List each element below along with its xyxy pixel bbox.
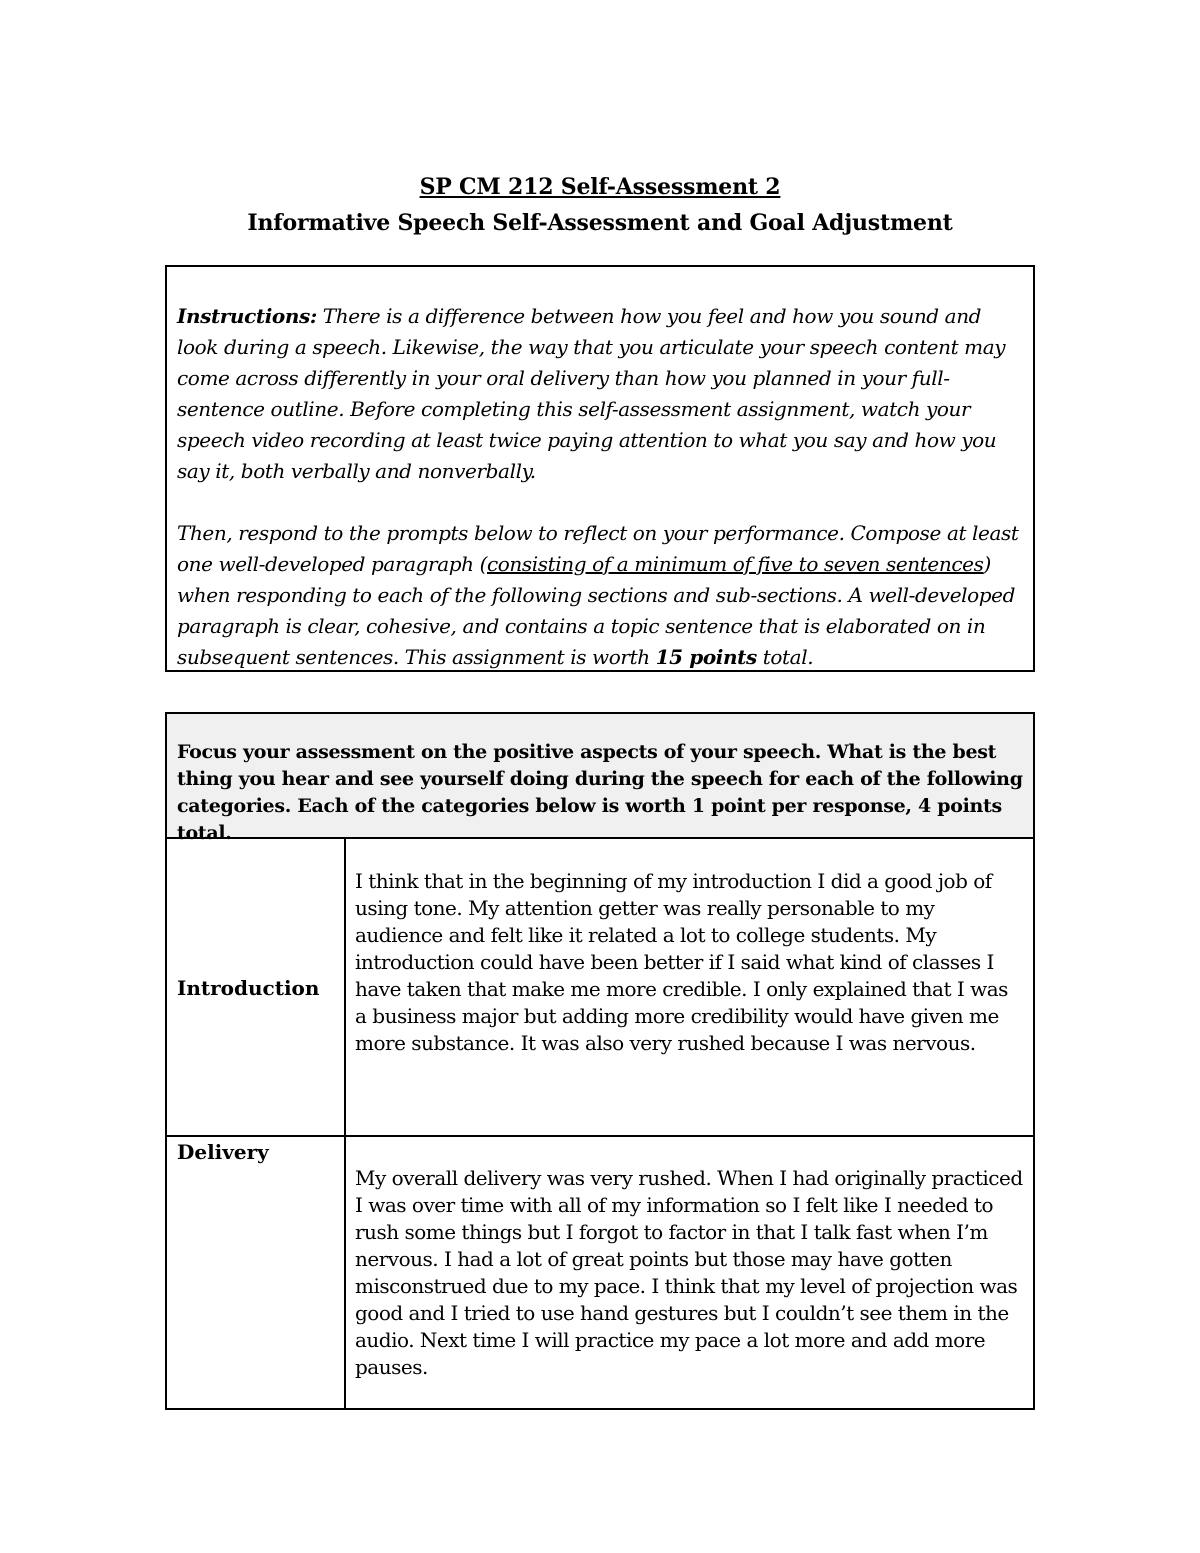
table-row-delivery <box>167 1137 1033 1408</box>
instructions-box <box>165 265 1035 672</box>
document-subtitle: Informative Speech Self-Assessment and Goal Adjustment <box>247 210 953 236</box>
instructions-paragraph-2 <box>177 518 1027 673</box>
instructions-label: Instructions: <box>177 304 317 328</box>
column-divider <box>344 839 346 1410</box>
document-title: SP CM 212 Self-Assessment 2 <box>419 174 781 200</box>
instructions-points-total: 15 points <box>655 645 757 669</box>
instructions-paragraph-2-after: total. <box>756 645 814 669</box>
assessment-header-cell <box>167 714 1033 844</box>
instructions-paragraph-1 <box>177 301 1027 487</box>
assessment-header-text: Focus your assessment on the positive aspects of your speech. What is the best thing you hear and see yourself doing during the speech for each of the following categories. Each of the categories below is worth 1 point per response, 4 points total. <box>177 741 1023 844</box>
instructions-paragraph-1-text: There is a difference between how you feel and how you sound and look during a speech. Likewise, the way that you articulate your speech content may come across differently in your oral delivery than how you planned in your full-sentence outline. Before completing this self-assessment assignment, watch your speech video recording at least twice paying attention to what you say and how you say it, both verbally and nonverbally. <box>177 304 1006 483</box>
instructions-sentence-requirement: consisting of a minimum of five to seven sentences <box>486 552 984 576</box>
table-row-introduction <box>167 839 1033 1137</box>
row-response-delivery: My overall delivery was very rushed. When I had originally practiced I was over time with all of my information so I felt like I needed to rush some things but I forgot to factor in that I talk fast when I’m nervous. I had a lot of great points but those may have gotten misconstrued due to my pace. I think that my level of projection was good and I tried to use hand gestures but I couldn’t see them in the audio. Next time I will practice my pace a lot more and add more pauses. <box>355 1166 1023 1379</box>
instructions-text <box>177 301 1027 673</box>
row-label-delivery: Delivery <box>177 1140 269 1164</box>
assessment-table <box>165 712 1035 1410</box>
row-label-introduction: Introduction <box>177 976 320 1000</box>
instructions-paragraph-2-middle: ) when responding to each of the following sections and sub-sections. A well-developed paragraph is clear, cohesive, and contains a topic sentence that is elaborated on in subsequent sentences. This assignment is worth <box>177 552 1016 669</box>
row-response-introduction: I think that in the beginning of my introduction I did a good job of using tone. My attention getter was really personable to my audience and felt like it related a lot to college students. My introduction could have been better if I said what kind of classes I have taken that make me more credible. I only explained that I was a business major but adding more credibility would have given me more substance. It was also very rushed because I was nervous. <box>355 869 1008 1055</box>
instructions-paragraph-2-before: Then, respond to the prompts below to reflect on your performance. Compose at least one well-developed paragraph ( <box>177 521 1019 576</box>
